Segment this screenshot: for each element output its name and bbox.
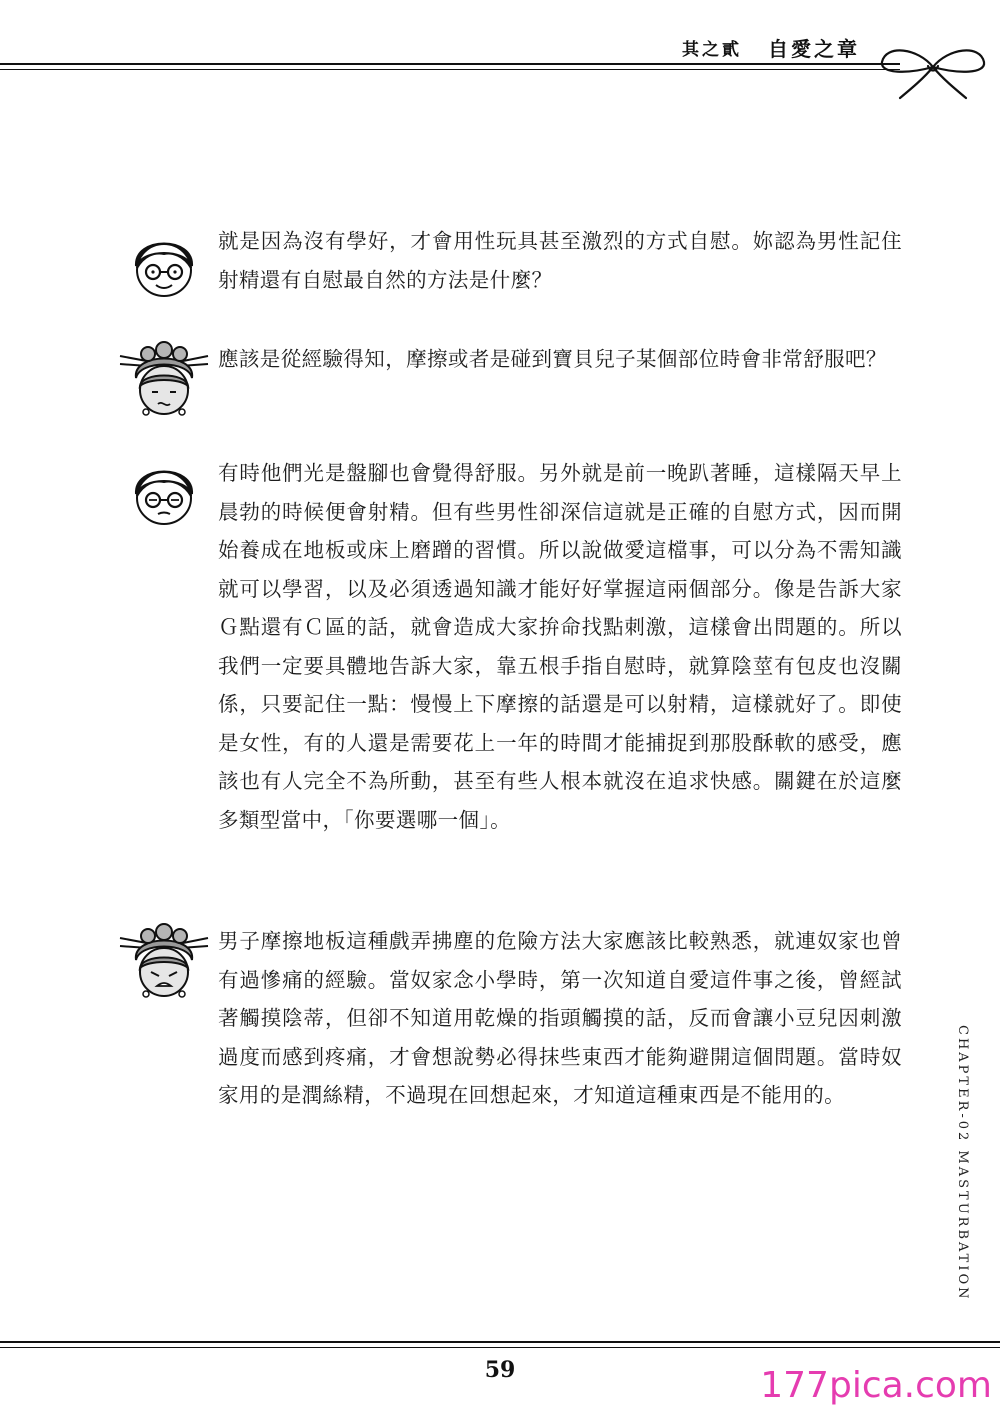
chapter-subtitle: 其之貳 <box>682 39 742 60</box>
chapter-side-label: CHAPTER-02 MASTURBATION <box>955 1025 970 1302</box>
dialogue-text-3: 有時他們光是盤腳也會覺得舒服。另外就是前一晚趴著睡，這樣隔天早上晨勃的時候便會射精。但有些男性卻深信這就是正確的自慰方式，因而開始養成在地板或床上磨蹭的習慣。所以說做愛這檔事，可以分為不需知識就可以學習，以及必須透過知識才能好好掌握這兩個部分。像是告訴大家Ｇ點還有Ｃ區的話，就會造成大家拚命找點刺激，這樣會出問題的。所以我們一定要具體地告訴大家，靠五根手指自慰時，就算陰莖有包皮也沒關係，只要記住一點：慢慢上下摩擦的話還是可以射精，這樣就好了。即使是女性，有的人還是需要花上一年的時間才能捕捉到那股酥軟的感受，應該也有人完全不為所動，甚至有些人根本就沒在追求快感。關鍵在於這麼多類型當中，「你要選哪一個」。 <box>218 461 902 832</box>
geisha-avatar-icon <box>118 338 210 420</box>
chapter-title: 自愛之章 <box>768 36 860 61</box>
page-number: 59 <box>484 1357 516 1383</box>
dialogue-text-4: 男子摩擦地板這種戲弄拂塵的危險方法大家應該比較熟悉，就連奴家也曾有過慘痛的經驗。當奴家念小學時，第一次知道自愛這件事之後，曾經試著觸摸陰蒂，但卻不知道用乾燥的指頭觸摸的話，反而會讓小豆兒因刺激過度而感到疼痛，才會想說勢必得抹些東西才能夠避開這個問題。當時奴家用的是潤絲精，不過現在回想起來，才知道這種東西是不能用的。 <box>218 929 902 1107</box>
ribbon-bow-icon <box>878 40 988 102</box>
running-header <box>682 32 860 62</box>
geisha-avatar-icon <box>118 920 210 1002</box>
man-glasses-avatar-icon <box>124 226 204 302</box>
footer-rule <box>0 1341 1000 1349</box>
man-glasses-avatar-icon <box>124 454 204 530</box>
dialogue-text-1: 就是因為沒有學好，才會用性玩具甚至激烈的方式自慰。妳認為男性記住射精還有自慰最自然的方法是什麼？ <box>218 229 902 292</box>
dialogue-text-2: 應該是從經驗得知，摩擦或者是碰到寶貝兒子某個部位時會非常舒服吧？ <box>218 347 887 371</box>
watermark: 177pica.com <box>760 1365 992 1406</box>
header-rule <box>0 63 900 73</box>
